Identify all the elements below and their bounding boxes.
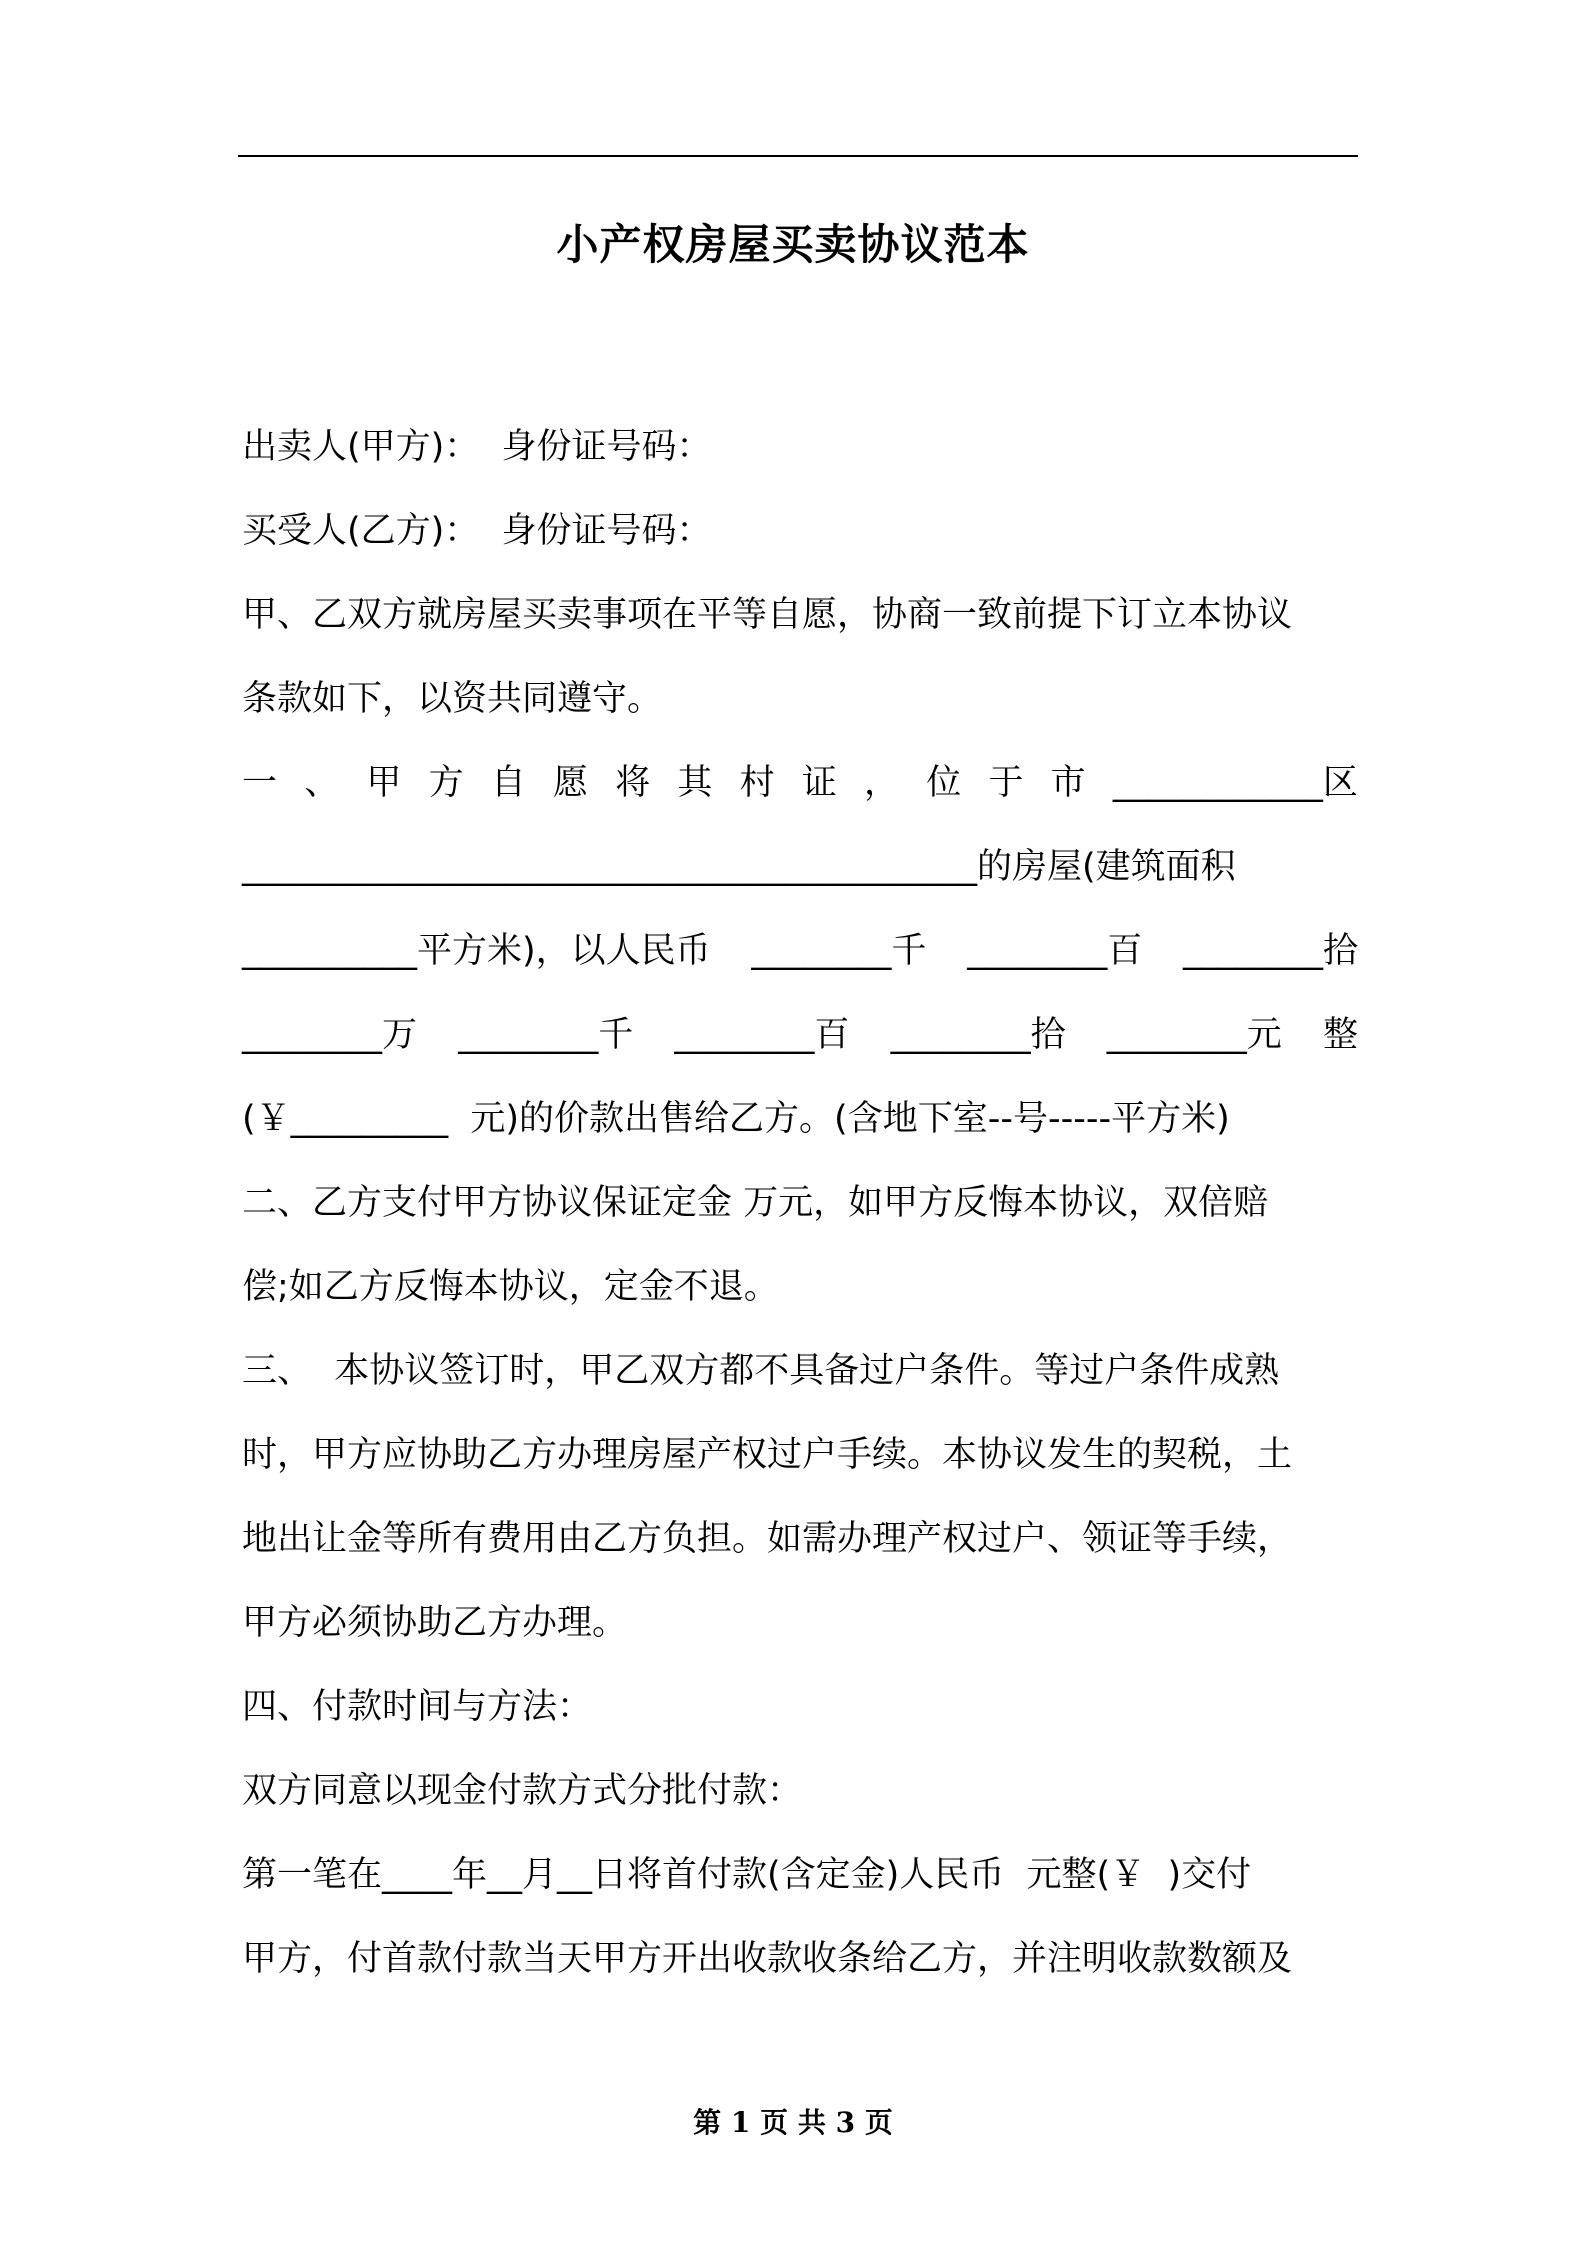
clause-1-char: 一 bbox=[242, 763, 278, 803]
price-blank-ten: ________拾 bbox=[1182, 931, 1358, 971]
clause-3-line-2: 时，甲方应协助乙方办理房屋产权过户手续。本协议发生的契税，土 bbox=[242, 1435, 1293, 1475]
clause-3-line-4: 甲方必须协助乙方办理。 bbox=[242, 1603, 628, 1643]
clause-1-char: 村 bbox=[739, 763, 775, 803]
clause-2-line-2: 偿;如乙方反悔本协议，定金不退。 bbox=[242, 1267, 779, 1307]
clause-1-char: 甲 bbox=[366, 763, 402, 803]
header-rule bbox=[238, 155, 1358, 157]
clause-3-line-1: 三、 本协议签订时，甲乙双方都不具备过户条件。等过户条件成熟 bbox=[242, 1351, 1280, 1391]
clause-1-char: 位 bbox=[926, 763, 962, 803]
clause-1-char: 于 bbox=[988, 763, 1024, 803]
area-price-text: __________平方米)，以人民币 bbox=[242, 931, 711, 971]
clause-1-char: 、 bbox=[304, 763, 340, 803]
price-blank-yuan: ________元 bbox=[1106, 1015, 1282, 1055]
clause-1-char: 自 bbox=[490, 763, 526, 803]
price-blank-thousand: ________千 bbox=[458, 1015, 634, 1055]
clause-1-line-5: (￥_________ 元)的价款出售给乙方。(含地下室--号-----平方米) bbox=[242, 1099, 1230, 1139]
payment-method-line: 双方同意以现金付款方式分批付款： bbox=[242, 1771, 803, 1811]
clause-3-line-3: 地出让金等所有费用由乙方负担。如需办理产权过户、领证等手续， bbox=[242, 1519, 1293, 1559]
clause-1-line-3 bbox=[242, 909, 1358, 993]
clause-1-line-4 bbox=[242, 993, 1358, 1077]
clause-1-char: ， bbox=[864, 763, 900, 803]
price-blank-ten-thousand: ________万 bbox=[242, 1015, 418, 1055]
price-blank-thousand: ________千 bbox=[751, 931, 927, 971]
clause-1-char: 愿 bbox=[553, 763, 589, 803]
clause-1-char: 将 bbox=[615, 763, 651, 803]
price-whole: 整 bbox=[1322, 1015, 1358, 1055]
clause-1-char: 市 bbox=[1050, 763, 1086, 803]
price-blank-ten: ________拾 bbox=[890, 1015, 1066, 1055]
document-title: 小产权房屋买卖协议范本 bbox=[556, 220, 1030, 269]
price-blank-hundred: ________百 bbox=[674, 1015, 850, 1055]
price-blank-hundred: ________百 bbox=[967, 931, 1143, 971]
clause-1-line-1 bbox=[242, 741, 1358, 825]
preamble-line-1: 甲、乙双方就房屋买卖事项在平等自愿，协商一致前提下订立本协议 bbox=[242, 595, 1293, 635]
page-footer: 第 1 页 共 3 页 bbox=[693, 2106, 893, 2139]
preamble-line-2: 条款如下，以资共同遵守。 bbox=[242, 679, 663, 719]
first-payment-line-2: 甲方，付首款付款当天甲方开出收款收条给乙方，并注明收款数额及 bbox=[242, 1939, 1293, 1979]
buyer-line: 买受人(乙方)： 身份证号码： bbox=[242, 511, 712, 551]
clause-1-char: 方 bbox=[428, 763, 464, 803]
clause-4-heading: 四、付款时间与方法： bbox=[242, 1687, 593, 1727]
clause-1-char: 证 bbox=[801, 763, 837, 803]
seller-line: 出卖人(甲方)： 身份证号码： bbox=[242, 427, 712, 467]
first-payment-line-1: 第一笔在____年__月__日将首付款(含定金)人民币 元整(￥ )交付 bbox=[242, 1855, 1252, 1895]
clause-1-line-2: __________________________________________的房屋(建筑面积 bbox=[242, 847, 1236, 887]
clause-2-line-1: 二、乙方支付甲方协议保证定金 万元，如甲方反悔本协议，双倍赔 bbox=[242, 1183, 1269, 1223]
clause-1-district-blank: ____________区 bbox=[1112, 763, 1358, 803]
clause-1-char: 其 bbox=[677, 763, 713, 803]
document-body bbox=[242, 405, 1358, 2001]
